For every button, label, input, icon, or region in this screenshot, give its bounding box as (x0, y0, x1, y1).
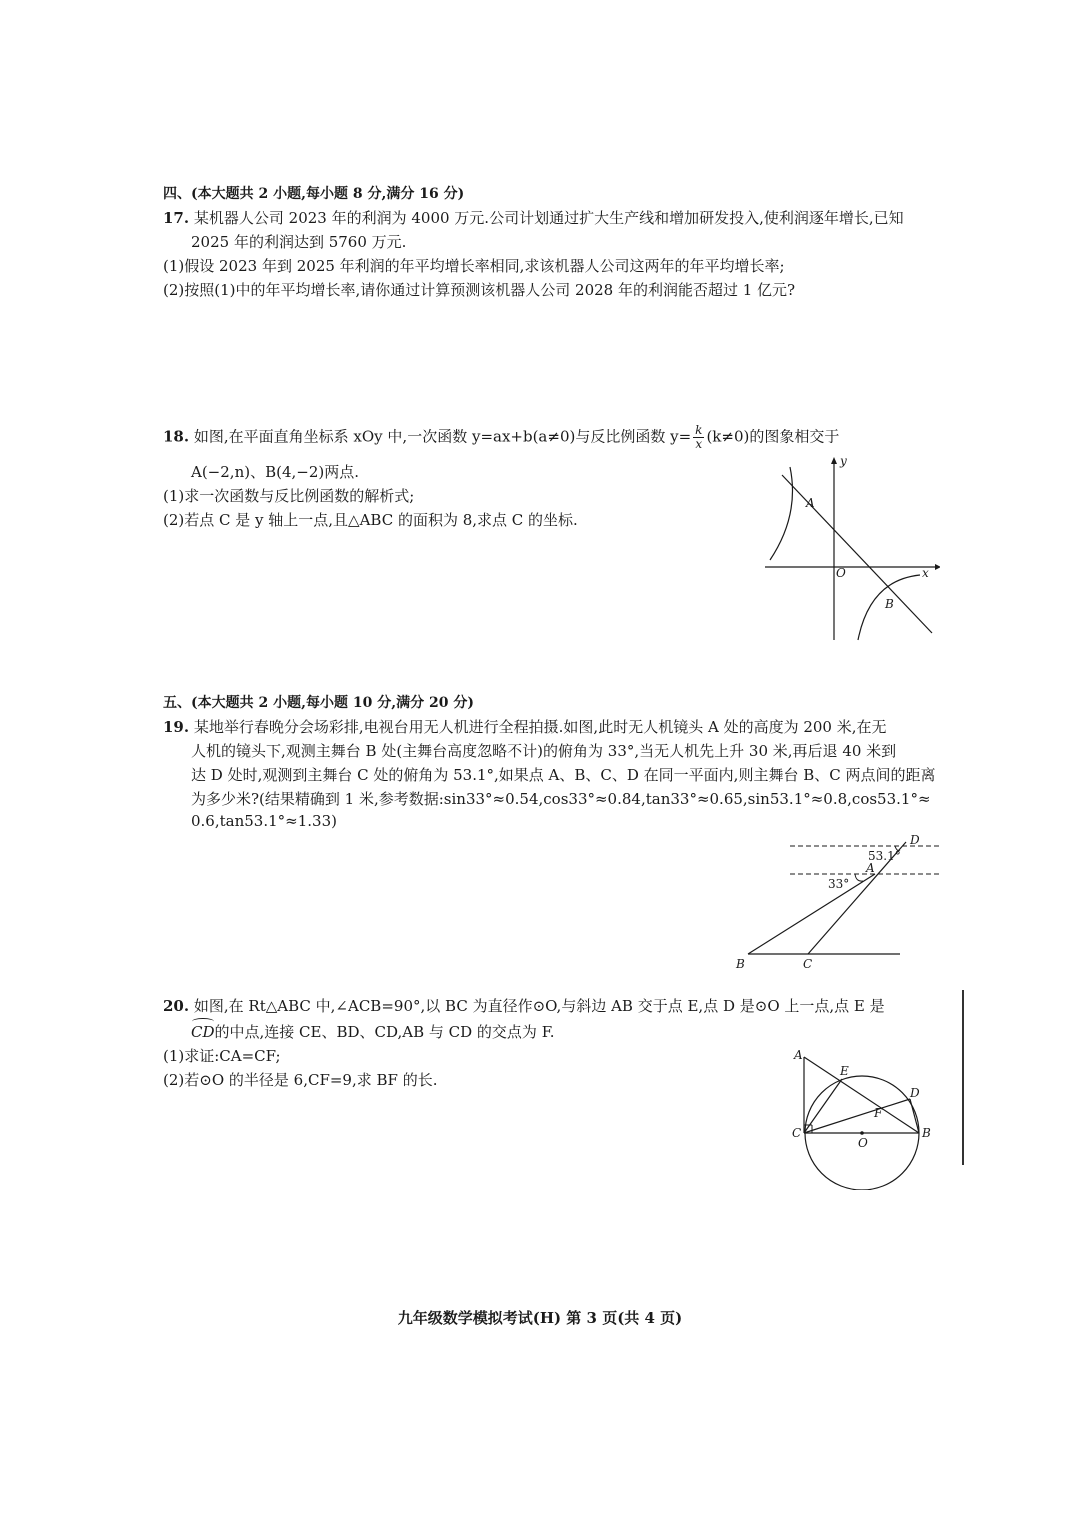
q20-label-a: A (794, 1048, 803, 1062)
q18-y-arrow-icon (831, 457, 837, 464)
q19-angle-33: 33° (828, 877, 850, 891)
section-5-heading: 五、(本大题共 2 小题,每小题 10 分,满分 20 分) (163, 695, 474, 711)
q19-line5: 0.6,tan53.1°≈1.33) (191, 812, 337, 830)
q20-segment-ab (804, 1057, 919, 1133)
q17-part2: (2)按照(1)中的年平均增长率,请你通过计算预测该机器人公司 2028 年的利润能否超过 1 亿元? (163, 281, 796, 299)
q18-line1 (163, 424, 839, 451)
q18-part1: (1)求一次函数与反比例函数的解析式; (163, 487, 415, 505)
q20-number: 20. (163, 997, 190, 1015)
q18-graph-figure (760, 455, 940, 645)
q20-text-line2: 的中点,连接 CE、BD、CD,AB 与 CD 的交点为 F. (214, 1023, 555, 1041)
q18-label-b: B (885, 597, 894, 611)
q20-part2: (2)若⊙O 的半径是 6,CF=9,求 BF 的长. (163, 1071, 438, 1089)
q18-text-a: 如图,在平面直角坐标系 xOy 中,一次函数 y=ax+b(a≠0)与反比例函数 y= (193, 427, 692, 446)
q19-label-b: B (736, 957, 745, 971)
q19-angle-arc-a (855, 874, 863, 881)
page-footer: 九年级数学模拟考试(H) 第 3 页(共 4 页) (397, 1309, 683, 1327)
q19-text-line1: 某地举行春晚分会场彩排,电视台用无人机进行全程拍摄.如图,此时无人机镜头 A 处的高度为 200 米,在无 (193, 718, 887, 736)
q18-hyperbola-branch-2 (770, 467, 793, 560)
q20-label-d: D (910, 1086, 920, 1100)
q20-line1 (163, 996, 885, 1016)
q18-label-a: A (806, 496, 815, 510)
q18-line2: A(−2,n)、B(4,−2)两点. (191, 463, 359, 481)
q19-label-c: C (803, 957, 813, 971)
q18-x-arrow-icon (935, 564, 940, 570)
q17-part1: (1)假设 2023 年到 2025 年利润的年平均增长率相同,求该机器人公司这两年的年平均增长率; (163, 257, 785, 275)
scan-edge-mark (962, 990, 964, 1165)
q20-center-point (860, 1131, 864, 1135)
q20-label-e: E (840, 1064, 849, 1078)
q17-line1 (163, 208, 904, 228)
q18-label-y: y (840, 455, 847, 468)
q19-drone-figure (730, 830, 945, 975)
q20-circle-figure (790, 1045, 940, 1190)
q19-label-d: D (910, 833, 920, 847)
q18-number: 18. (163, 427, 190, 446)
q18-frac-numerator: k (695, 423, 703, 437)
q17-line2: 2025 年的利润达到 5760 万元. (191, 233, 407, 251)
q18-fraction (693, 424, 704, 451)
q20-part1: (1)求证:CA=CF; (163, 1047, 281, 1065)
q18-label-x: x (922, 566, 929, 580)
q19-line3: 达 D 处时,观测到主舞台 C 处的俯角为 53.1°,如果点 A、B、C、D 在同一平面内,则主舞台 B、C 两点间的距离 (191, 766, 936, 784)
q20-text-line1: 如图,在 Rt△ABC 中,∠ACB=90°,以 BC 为直径作⊙O,与斜边 AB 交于点 E,点 D 是⊙O 上一点,点 E 是 (193, 997, 885, 1015)
q17-number: 17. (163, 209, 190, 227)
q19-number: 19. (163, 718, 190, 736)
q19-line2: 人机的镜头下,观测主舞台 B 处(主舞台高度忽略不计)的俯角为 33°,当无人机先上升 30 米,再后退 40 米到 (191, 742, 897, 760)
q19-angle-53: 53.1° (868, 849, 901, 863)
q20-line2 (191, 1022, 555, 1042)
q19-label-a: A (866, 861, 875, 875)
section-4-heading: 四、(本大题共 2 小题,每小题 8 分,满分 16 分) (163, 186, 465, 202)
q19-line-ab (748, 874, 875, 954)
q20-label-b: B (922, 1126, 931, 1140)
q18-linear-function (782, 475, 932, 633)
q18-label-o: O (836, 566, 846, 580)
q20-label-o: O (858, 1136, 868, 1150)
q20-label-f: F (874, 1106, 883, 1120)
q18-part2: (2)若点 C 是 y 轴上一点,且△ABC 的面积为 8,求点 C 的坐标. (163, 511, 578, 529)
q20-label-c: C (792, 1126, 802, 1140)
q19-line4: 为多少米?(结果精确到 1 米,参考数据:sin33°≈0.54,cos33°≈0.84,tan33°≈0.65,sin53.1°≈0.8,cos53.1°≈ (191, 790, 931, 808)
q17-text-line1: 某机器人公司 2023 年的利润为 4000 万元.公司计划通过扩大生产线和增加研发投入,使利润逐年增长,已知 (193, 209, 904, 227)
q20-arc-cd: CD (191, 1023, 215, 1041)
q18-frac-denominator: x (695, 437, 703, 451)
q18-text-b: (k≠0)的图象相交于 (706, 427, 840, 446)
q19-line1 (163, 717, 887, 737)
